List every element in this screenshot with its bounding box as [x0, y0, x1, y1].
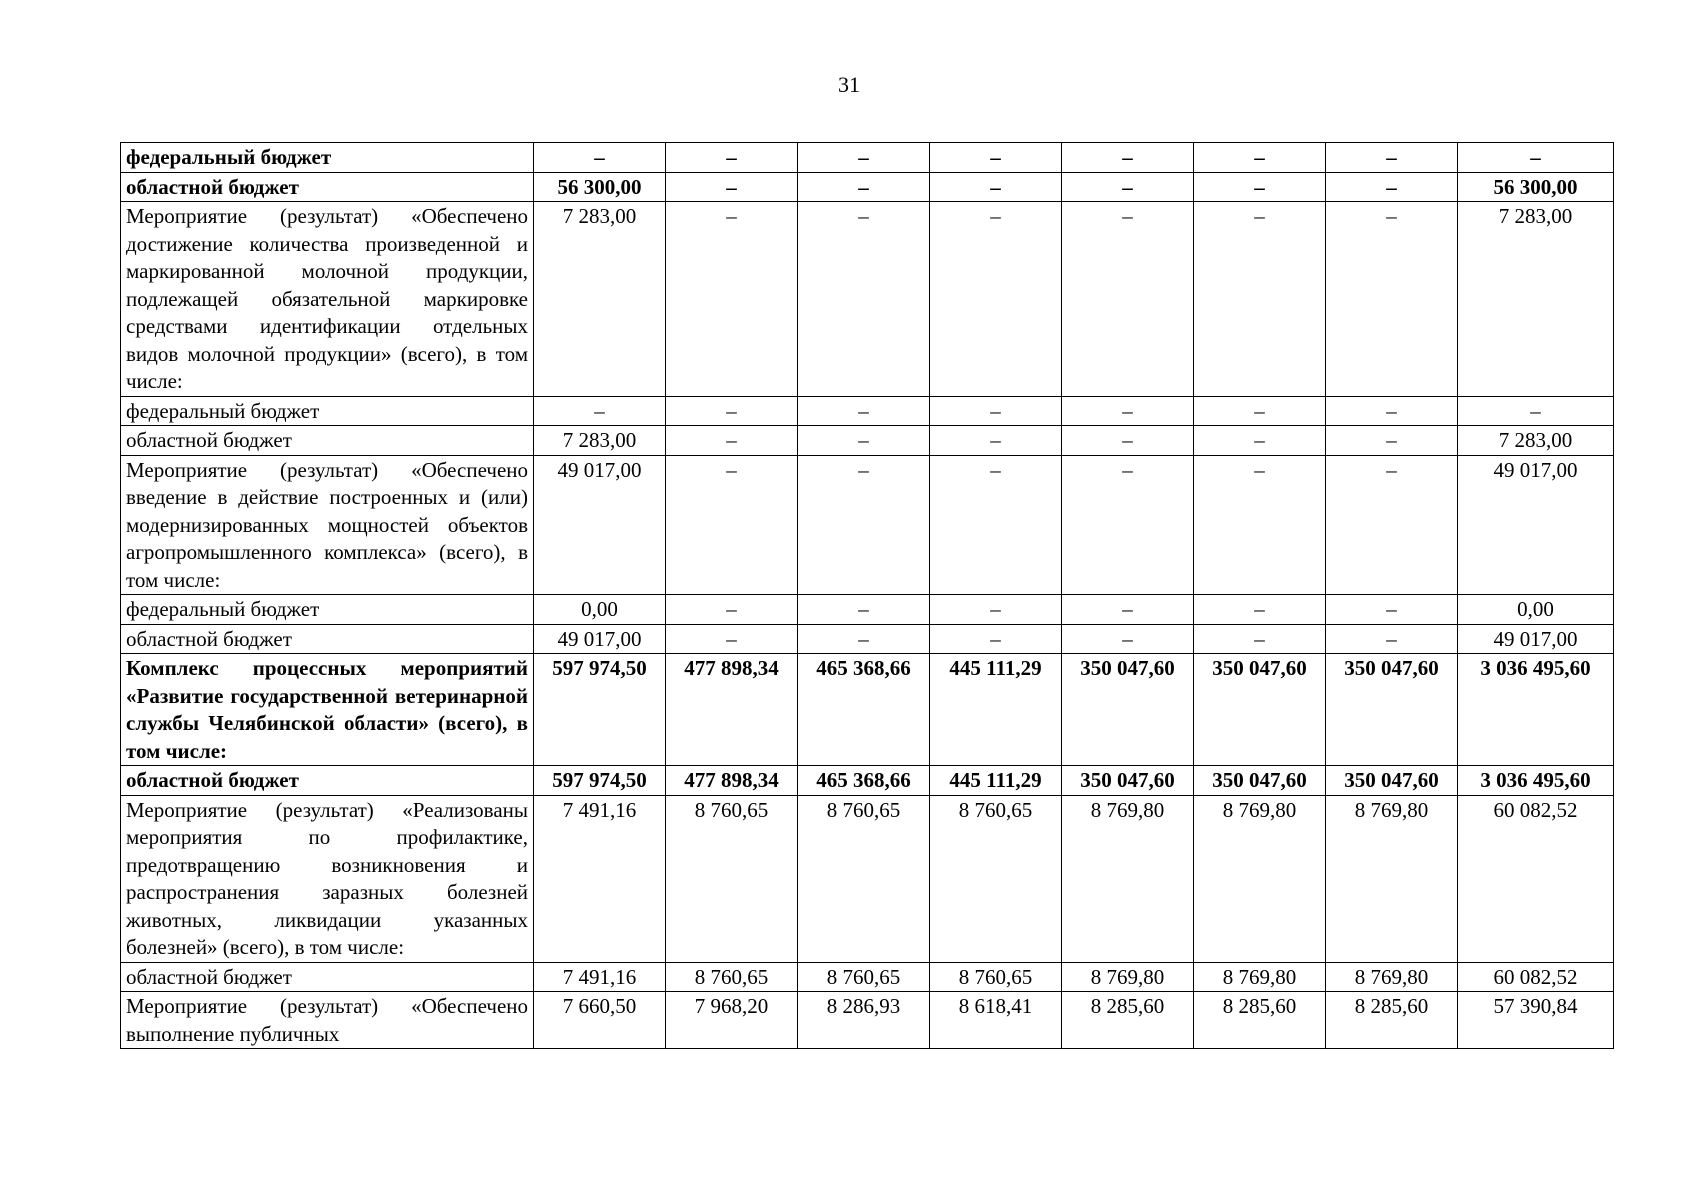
- value-cell: –: [1062, 172, 1194, 202]
- value-cell: –: [1062, 624, 1194, 654]
- table-row: [121, 962, 1614, 992]
- table-row: [121, 396, 1614, 426]
- value-cell: –: [1326, 624, 1458, 654]
- value-cell: –: [930, 624, 1062, 654]
- row-label: Комплекс процессных мероприятий «Развитие государственной ветеринарной службы Челябинской области» (всего), в том числе:: [121, 654, 534, 766]
- page-number: 31: [838, 72, 860, 97]
- value-cell: –: [930, 426, 1062, 456]
- value-cell: –: [1326, 426, 1458, 456]
- value-cell: 8 769,80: [1062, 962, 1194, 992]
- value-cell: –: [798, 202, 930, 397]
- value-cell: –: [1326, 202, 1458, 397]
- value-cell: –: [1194, 426, 1326, 456]
- value-cell: –: [666, 172, 798, 202]
- value-cell: 7 968,20: [666, 992, 798, 1049]
- value-cell: 3 036 495,60: [1458, 654, 1614, 766]
- table-body: [121, 143, 1614, 1049]
- value-cell: 8 285,60: [1326, 992, 1458, 1049]
- value-cell: 7 283,00: [1458, 202, 1614, 397]
- value-cell: 8 769,80: [1194, 962, 1326, 992]
- row-label: федеральный бюджет: [121, 396, 534, 426]
- value-cell: 49 017,00: [1458, 624, 1614, 654]
- table-row: [121, 654, 1614, 766]
- value-cell: 7 660,50: [534, 992, 666, 1049]
- budget-table: [120, 142, 1614, 1049]
- value-cell: –: [1062, 426, 1194, 456]
- value-cell: –: [1194, 143, 1326, 173]
- value-cell: –: [666, 396, 798, 426]
- value-cell: –: [534, 396, 666, 426]
- value-cell: 597 974,50: [534, 766, 666, 796]
- value-cell: 8 760,65: [666, 962, 798, 992]
- value-cell: –: [798, 396, 930, 426]
- value-cell: 465 368,66: [798, 654, 930, 766]
- value-cell: –: [930, 396, 1062, 426]
- value-cell: 56 300,00: [534, 172, 666, 202]
- value-cell: 8 760,65: [666, 795, 798, 962]
- value-cell: –: [1062, 143, 1194, 173]
- row-label: федеральный бюджет: [121, 143, 534, 173]
- value-cell: 60 082,52: [1458, 795, 1614, 962]
- value-cell: –: [798, 624, 930, 654]
- table-row: [121, 202, 1614, 397]
- row-label: Мероприятие (результат) «Реализованы мероприятия по профилактике, предотвращению возникновения и распространения заразных болезней животных, ликвидации указанных болезней» (всего), в том числе:: [121, 795, 534, 962]
- table-row: [121, 766, 1614, 796]
- value-cell: –: [1326, 455, 1458, 595]
- value-cell: 8 285,60: [1062, 992, 1194, 1049]
- value-cell: –: [666, 202, 798, 397]
- row-label: областной бюджет: [121, 426, 534, 456]
- value-cell: –: [1194, 595, 1326, 625]
- value-cell: 7 491,16: [534, 962, 666, 992]
- value-cell: –: [1062, 202, 1194, 397]
- value-cell: –: [666, 455, 798, 595]
- value-cell: –: [1326, 143, 1458, 173]
- value-cell: –: [1326, 595, 1458, 625]
- table-row: [121, 624, 1614, 654]
- value-cell: 8 286,93: [798, 992, 930, 1049]
- value-cell: 350 047,60: [1326, 766, 1458, 796]
- value-cell: 350 047,60: [1326, 654, 1458, 766]
- value-cell: 49 017,00: [1458, 455, 1614, 595]
- value-cell: 49 017,00: [534, 624, 666, 654]
- value-cell: 7 283,00: [1458, 426, 1614, 456]
- value-cell: –: [1194, 455, 1326, 595]
- value-cell: 3 036 495,60: [1458, 766, 1614, 796]
- value-cell: –: [930, 595, 1062, 625]
- value-cell: 8 760,65: [930, 795, 1062, 962]
- value-cell: 445 111,29: [930, 766, 1062, 796]
- value-cell: 350 047,60: [1194, 654, 1326, 766]
- table-row: [121, 426, 1614, 456]
- value-cell: 465 368,66: [798, 766, 930, 796]
- value-cell: 60 082,52: [1458, 962, 1614, 992]
- value-cell: –: [798, 455, 930, 595]
- value-cell: 8 760,65: [930, 962, 1062, 992]
- value-cell: –: [666, 595, 798, 625]
- row-label: Мероприятие (результат) «Обеспечено введение в действие построенных и (или) модернизированных мощностей объектов агропромышленного комплекса» (всего), в том числе:: [121, 455, 534, 595]
- value-cell: –: [666, 143, 798, 173]
- value-cell: 597 974,50: [534, 654, 666, 766]
- value-cell: 350 047,60: [1062, 766, 1194, 796]
- value-cell: 56 300,00: [1458, 172, 1614, 202]
- value-cell: –: [666, 624, 798, 654]
- value-cell: 8 618,41: [930, 992, 1062, 1049]
- value-cell: 477 898,34: [666, 766, 798, 796]
- value-cell: 350 047,60: [1062, 654, 1194, 766]
- row-label: областной бюджет: [121, 766, 534, 796]
- value-cell: 7 283,00: [534, 202, 666, 397]
- table-row: [121, 172, 1614, 202]
- value-cell: 8 769,80: [1326, 962, 1458, 992]
- value-cell: –: [1194, 396, 1326, 426]
- value-cell: 445 111,29: [930, 654, 1062, 766]
- value-cell: 0,00: [534, 595, 666, 625]
- value-cell: –: [798, 426, 930, 456]
- value-cell: 350 047,60: [1194, 766, 1326, 796]
- value-cell: –: [930, 172, 1062, 202]
- value-cell: –: [1458, 143, 1614, 173]
- table-row: [121, 992, 1614, 1049]
- value-cell: 49 017,00: [534, 455, 666, 595]
- value-cell: 8 760,65: [798, 795, 930, 962]
- value-cell: –: [798, 595, 930, 625]
- row-label: областной бюджет: [121, 624, 534, 654]
- value-cell: 8 285,60: [1194, 992, 1326, 1049]
- value-cell: –: [1062, 595, 1194, 625]
- value-cell: –: [1326, 172, 1458, 202]
- value-cell: –: [1194, 202, 1326, 397]
- value-cell: –: [798, 172, 930, 202]
- value-cell: –: [1062, 455, 1194, 595]
- value-cell: 8 769,80: [1194, 795, 1326, 962]
- value-cell: –: [1194, 172, 1326, 202]
- row-label: областной бюджет: [121, 962, 534, 992]
- value-cell: 477 898,34: [666, 654, 798, 766]
- value-cell: 7 491,16: [534, 795, 666, 962]
- value-cell: 8 769,80: [1062, 795, 1194, 962]
- row-label: Мероприятие (результат) «Обеспечено достижение количества произведенной и маркированной молочной продукции, подлежащей обязательной маркировке средствами идентификации отдельных видов молочной продукции» (всего), в том числе:: [121, 202, 534, 397]
- row-label: Мероприятие (результат) «Обеспечено выполнение публичных: [121, 992, 534, 1049]
- row-label: областной бюджет: [121, 172, 534, 202]
- value-cell: –: [666, 426, 798, 456]
- table-row: [121, 143, 1614, 173]
- table-row: [121, 795, 1614, 962]
- value-cell: 57 390,84: [1458, 992, 1614, 1049]
- value-cell: –: [930, 455, 1062, 595]
- value-cell: –: [798, 143, 930, 173]
- table-row: [121, 455, 1614, 595]
- value-cell: 8 769,80: [1326, 795, 1458, 962]
- value-cell: –: [930, 202, 1062, 397]
- table-row: [121, 595, 1614, 625]
- value-cell: –: [1458, 396, 1614, 426]
- value-cell: –: [1194, 624, 1326, 654]
- value-cell: 8 760,65: [798, 962, 930, 992]
- value-cell: –: [534, 143, 666, 173]
- value-cell: –: [930, 143, 1062, 173]
- value-cell: –: [1062, 396, 1194, 426]
- value-cell: 0,00: [1458, 595, 1614, 625]
- value-cell: 7 283,00: [534, 426, 666, 456]
- value-cell: –: [1326, 396, 1458, 426]
- row-label: федеральный бюджет: [121, 595, 534, 625]
